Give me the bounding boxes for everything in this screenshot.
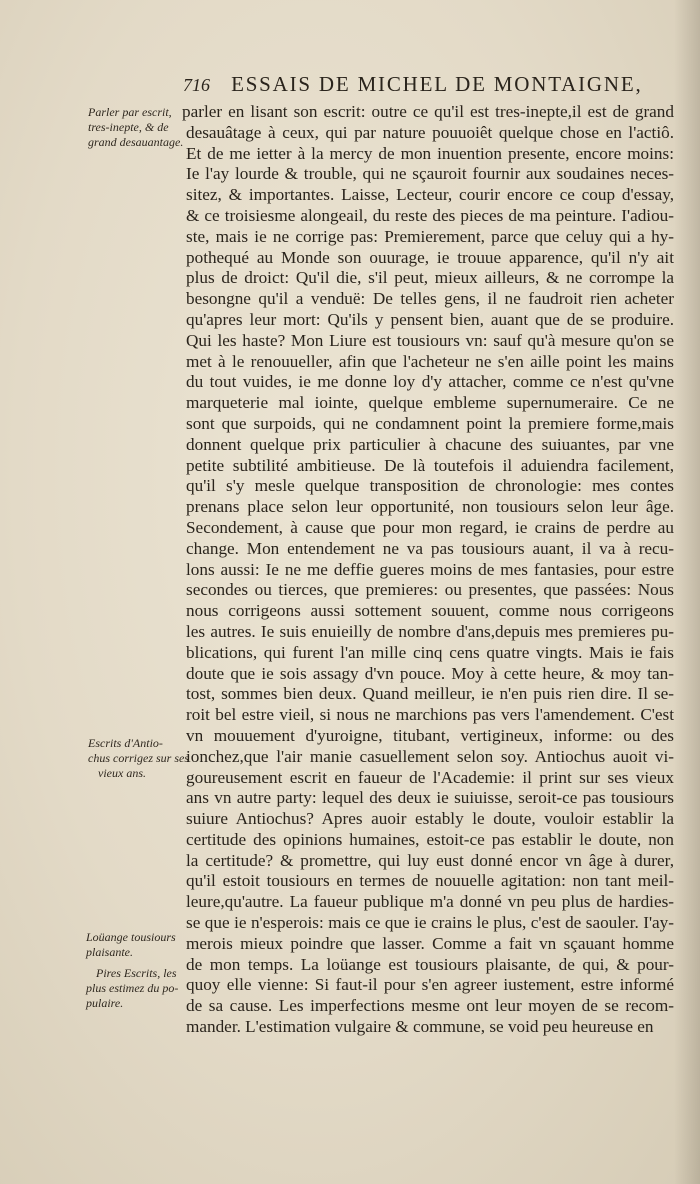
text-line: tost, sommes bien deux. Quand meilleur, ie n'en puis rien dire. Il se- xyxy=(186,684,674,704)
text-line: goureusement escrit en faueur de l'Academie: il print sur ses vieux xyxy=(186,767,674,787)
text-line: leure,qu'autre. La faueur publique m'a donné vn peu plus de hardies- xyxy=(186,892,674,912)
page-number: 716 xyxy=(183,75,210,95)
text-line: Et de me ietter à la mercy de mon inuention presente, encore moins: xyxy=(186,143,674,163)
text-line: sitez, & importantes. Laisse, Lecteur, courir encore ce coup d'essay, xyxy=(186,185,674,205)
text-line: petite subtilité ambitieuse. De là toutefois il aduiendra facilement, xyxy=(186,455,674,475)
text-line: vn mouuement d'yuroigne, titubant, vertigineux, informe: ou des xyxy=(186,725,674,745)
margin-note-line: pulaire. xyxy=(86,996,124,1010)
text-line: blications, qui furent l'an mille cinq cens quatre vingts. Mais ie fais xyxy=(186,642,674,662)
text-line: de sa cause. Les imperfections mesme ont leur moyen de se recom- xyxy=(186,996,674,1016)
text-line: qu'il estoit tousiours en termes de nouuelle agitation: non tant meil- xyxy=(186,871,674,891)
text-line: & ce troisiesme alongeail, du reste des pieces de ma peinture. I'adiou- xyxy=(186,205,674,225)
margin-note-pires-escrits xyxy=(86,966,186,1011)
margin-note-line: Parler par escrit, xyxy=(88,105,172,119)
text-line: besongne qu'il a venduë: De telles gens, il ne faudroit rien acheter xyxy=(186,289,674,309)
margin-note-line: tres-inepte, & de xyxy=(88,120,169,134)
text-line: Secondement, à cause que pour mon regard, ie crains de perdre au xyxy=(186,517,674,537)
text-line: desauâtage à ceux, qui par nature pouuoiêt quelque chose en l'actiô. xyxy=(186,122,674,142)
margin-note-line: plaisante. xyxy=(86,945,133,959)
text-line: merois mieux poindre que lasser. Comme a fait vn sçauant homme xyxy=(186,933,674,953)
text-line: prenans place selon leur opportunité, non tousiours selon leur âge. xyxy=(186,497,674,517)
margin-note-louange xyxy=(86,930,186,960)
margin-note-line: Loüange tousiours xyxy=(86,930,176,944)
text-line: les autres. Ie suis enuieilly de nombre d'ans,depuis mes premieres pu- xyxy=(186,621,674,641)
text-line: parler en lisant son escrit: outre ce qu'il est tres-inepte,il est de grand xyxy=(182,102,674,121)
text-line: se que ie n'esperois: mais ce que ie crains le plus, c'est de saouler. I'ay- xyxy=(186,913,674,933)
text-line: du tout vuides, ie me donne loy d'y attacher, comme ce n'est qu'vne xyxy=(186,372,674,392)
text-line: pothequé au Monde son ouurage, ie trouue apparence, qu'il n'y ait xyxy=(186,247,674,267)
text-line: ans vn autre party: lequel des deux ie suiuisse, seroit-ce pas tousiours xyxy=(186,788,674,808)
text-line: change. Mon entendement ne va pas tousiours auant, il va à recu- xyxy=(186,538,674,558)
running-title: ESSAIS DE MICHEL DE MONTAIGNE, xyxy=(231,72,643,96)
text-line: donnent quelque prix particulier à chacune des suiuantes, par vne xyxy=(186,434,674,454)
text-line: qu'apres leur mort: Qu'ils y pensent bien, auant que de se produire. xyxy=(186,309,674,329)
margin-note-line: chus corrigez sur ses xyxy=(88,751,189,765)
text-line: Ie l'ay lourde & trouble, qui ne sçauroit fournir aux soudaines neces- xyxy=(186,164,674,184)
text-line: ionchez,que l'air manie casuellement selon soy. Antiochus auoit vi- xyxy=(186,746,674,766)
text-line: doute que ie sois assagy d'vn pouce. Moy à cette heure, & moy tan- xyxy=(186,663,674,683)
text-line: lons aussi: Ie ne me deffie gueres moins de mes fantasies, pour estre xyxy=(186,559,674,579)
text-line: quoy elle vienne: Si faut-il pour s'en agreer iustement, estre informé xyxy=(186,975,674,995)
text-line: roit bel estre vieil, si nous ne marchions pas vers l'amendement. C'est xyxy=(186,705,674,725)
margin-note-antiochus xyxy=(88,736,188,781)
text-line: Qui les haste? Mon Liure est tousiours vn: sauf qu'à mesure qu'on se xyxy=(186,330,674,350)
show-through-marks xyxy=(688,100,698,1040)
text-line: plus de droict: Qu'il die, s'il peut, mieux ailleurs, & ne corrompe la xyxy=(186,268,674,288)
text-line: de mon temps. La loüange est tousiours plaisante, de qui, & pour- xyxy=(186,954,674,974)
text-line: certitude des opinions humaines, estoit-ce pas establir le doute, non xyxy=(186,829,674,849)
text-line: met à le renouueller, afin que l'acheteur ne s'en aille point les mains xyxy=(186,351,674,371)
text-line: nous corrigeons aussi sottement souuent, comme nous corrigeons xyxy=(186,601,674,621)
text-line: secondes ou tierces, que premieres: ou presentes, que passées: Nous xyxy=(186,580,674,600)
text-line: suiure Antiochus? Apres auoir estably le doute, vouloir establir la xyxy=(186,809,674,829)
margin-note-parler xyxy=(88,105,188,150)
margin-note-line: vieux ans. xyxy=(98,766,146,780)
text-line: la certitude? & promettre, qui luy eust donné encor vn âge à durer, xyxy=(186,850,674,870)
text-line: marqueterie mal iointe, quelque embleme supernumeraire. Ce ne xyxy=(186,393,674,413)
margin-note-line: plus estimez du po- xyxy=(86,981,179,995)
body-text xyxy=(182,102,674,1038)
running-header xyxy=(183,72,643,97)
margin-note-line: grand desauantage. xyxy=(88,135,184,149)
text-line: ste, mais ie ne corrige pas: Premierement, parce que celuy qui a hy- xyxy=(186,226,674,246)
text-line: qu'il s'y mesle quelque transposition de chronologie: mes contes xyxy=(186,476,674,496)
text-line: sont que surpoids, qui ne condamnent point la premiere forme,mais xyxy=(186,413,674,433)
margin-note-line: Pires Escrits, les xyxy=(96,966,177,980)
text-line: mander. L'estimation vulgaire & commune, se void peu heureuse en xyxy=(186,1017,654,1037)
margin-note-line: Escrits d'Antio- xyxy=(88,736,163,750)
